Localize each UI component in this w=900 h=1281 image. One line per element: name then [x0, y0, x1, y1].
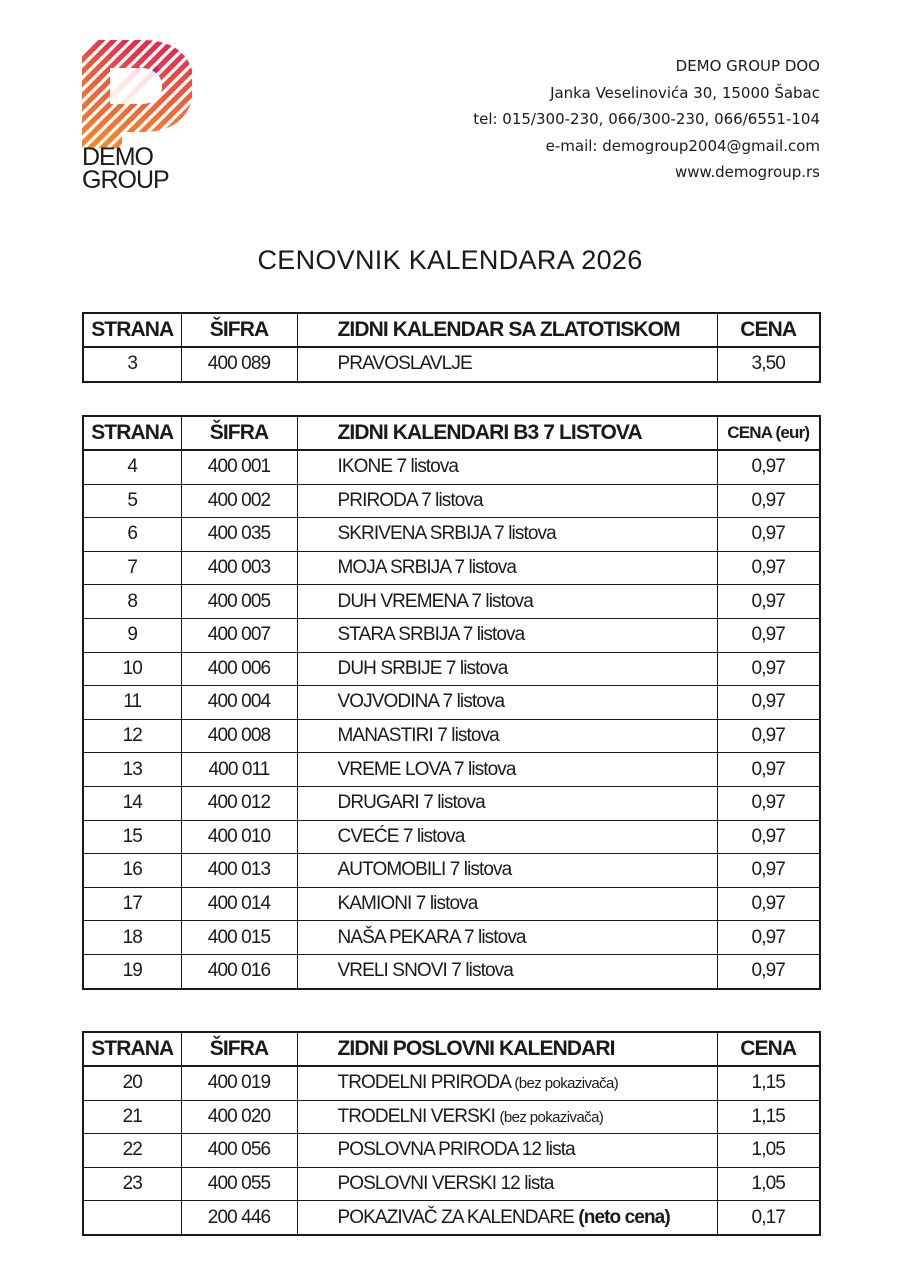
cell-naziv — [297, 1167, 717, 1201]
cell-cena: 0,97 — [717, 954, 820, 988]
item-name: DUH VREMENA 7 listova — [337, 590, 533, 612]
item-name: POSLOVNA PRIRODA 12 lista — [337, 1139, 575, 1161]
header-naziv: ZIDNI KALENDARI B3 7 LISTOVA — [297, 416, 717, 450]
cell-strana — [83, 1201, 181, 1235]
cell-cena: 0,97 — [717, 753, 820, 787]
company-address: Janka Veselinovića 30, 15000 Šabac — [550, 83, 820, 102]
price-table-b3 — [82, 415, 821, 990]
header-sifra: ŠIFRA — [181, 313, 297, 347]
price-table-zlatotisak — [82, 312, 821, 383]
cell-cena: 0,97 — [717, 719, 820, 753]
cell-strana: 15 — [83, 820, 181, 854]
header-sifra: ŠIFRA — [181, 1032, 297, 1066]
cell-strana: 8 — [83, 585, 181, 619]
item-name: KAMIONI 7 listova — [337, 893, 478, 915]
cell-strana: 7 — [83, 551, 181, 585]
cell-sifra: 400 005 — [181, 585, 297, 619]
cell-cena: 0,97 — [717, 921, 820, 955]
cell-sifra: 400 035 — [181, 518, 297, 552]
table-row — [83, 954, 820, 988]
logo-wordmark — [82, 143, 169, 194]
header-naziv: ZIDNI KALENDAR SA ZLATOTISKOM — [297, 313, 717, 347]
item-name: MOJA SRBIJA 7 listova — [337, 557, 517, 579]
table-row — [83, 1134, 820, 1168]
cell-sifra: 400 020 — [181, 1100, 297, 1134]
cell-cena: 0,97 — [717, 450, 820, 484]
cell-naziv — [297, 753, 717, 787]
cell-naziv — [297, 1201, 717, 1235]
item-name: PRIRODA 7 listova — [337, 489, 483, 511]
cell-naziv — [297, 1134, 717, 1168]
item-name: POSLOVNI VERSKI 12 lista — [337, 1173, 554, 1195]
table-row — [83, 1066, 820, 1100]
table-row — [83, 1167, 820, 1201]
logo-word-group: GROUP — [82, 166, 169, 194]
cell-strana: 3 — [83, 347, 181, 382]
cell-cena: 0,97 — [717, 585, 820, 619]
cell-naziv — [297, 585, 717, 619]
table-row — [83, 450, 820, 484]
cell-sifra: 400 014 — [181, 887, 297, 921]
cell-sifra: 200 446 — [181, 1201, 297, 1235]
table-header-row — [83, 416, 820, 450]
cell-naziv — [297, 652, 717, 686]
table-row — [83, 618, 820, 652]
cell-naziv — [297, 1066, 717, 1100]
cell-strana: 20 — [83, 1066, 181, 1100]
cell-strana: 19 — [83, 954, 181, 988]
cell-cena: 0,97 — [717, 686, 820, 720]
item-name: TRODELNI PRIRODA — [337, 1072, 510, 1094]
cell-strana: 22 — [83, 1134, 181, 1168]
table-row — [83, 854, 820, 888]
cell-naziv — [297, 618, 717, 652]
table-header-row — [83, 1032, 820, 1066]
demo-group-logo — [80, 40, 205, 200]
company-name: DEMO GROUP DOO — [675, 57, 820, 75]
cell-sifra: 400 011 — [181, 753, 297, 787]
cell-sifra: 400 004 — [181, 686, 297, 720]
table-row — [83, 652, 820, 686]
header-cena: CENA — [717, 1032, 820, 1066]
cell-naziv — [297, 518, 717, 552]
cell-cena: 0,97 — [717, 786, 820, 820]
cell-naziv — [297, 854, 717, 888]
item-name: VRELI SNOVI 7 listova — [337, 960, 513, 982]
table-row — [83, 719, 820, 753]
cell-sifra: 400 019 — [181, 1066, 297, 1100]
table-row — [83, 347, 820, 382]
cell-strana: 13 — [83, 753, 181, 787]
item-name: MANASTIRI 7 listova — [337, 725, 499, 747]
cell-naziv — [297, 686, 717, 720]
cell-sifra: 400 008 — [181, 719, 297, 753]
company-website: www.demogroup.rs — [674, 163, 820, 181]
cell-naziv — [297, 1100, 717, 1134]
item-name: NAŠA PEKARA 7 listova — [337, 926, 526, 948]
header-cena: CENA — [717, 313, 820, 347]
cell-naziv: PRAVOSLAVLJE — [297, 347, 717, 382]
cell-sifra: 400 007 — [181, 618, 297, 652]
item-note: (bez pokazivača) — [514, 1075, 619, 1093]
cell-naziv — [297, 719, 717, 753]
company-phone: tel: 015/300-230, 066/300-230, 066/6551-104 — [473, 110, 820, 128]
page-title: CENOVNIK KALENDARA 2026 — [257, 245, 643, 275]
cell-strana: 4 — [83, 450, 181, 484]
item-name: VREME LOVA 7 listova — [337, 758, 516, 780]
cell-strana: 5 — [83, 484, 181, 518]
item-name: STARA SRBIJA 7 listova — [337, 624, 525, 646]
cell-strana: 12 — [83, 719, 181, 753]
table-row — [83, 551, 820, 585]
price-table-poslovni — [82, 1031, 821, 1236]
table-header-row — [83, 313, 820, 347]
cell-cena: 0,97 — [717, 518, 820, 552]
cell-strana: 11 — [83, 686, 181, 720]
cell-cena: 0,97 — [717, 551, 820, 585]
cell-sifra: 400 056 — [181, 1134, 297, 1168]
cell-sifra: 400 002 — [181, 484, 297, 518]
cell-strana: 23 — [83, 1167, 181, 1201]
cell-naziv — [297, 450, 717, 484]
cell-sifra: 400 012 — [181, 786, 297, 820]
cell-strana: 9 — [83, 618, 181, 652]
header-sifra: ŠIFRA — [181, 416, 297, 450]
company-info — [473, 53, 820, 186]
cell-strana: 17 — [83, 887, 181, 921]
header-strana: STRANA — [83, 1032, 181, 1066]
table-row — [83, 585, 820, 619]
item-name: IKONE 7 listova — [337, 456, 459, 478]
cell-cena: 1,05 — [717, 1134, 820, 1168]
cell-naziv — [297, 484, 717, 518]
cell-strana: 21 — [83, 1100, 181, 1134]
cell-naziv — [297, 786, 717, 820]
cell-cena: 0,97 — [717, 484, 820, 518]
table-row — [83, 1100, 820, 1134]
cell-strana: 6 — [83, 518, 181, 552]
header-naziv: ZIDNI POSLOVNI KALENDARI — [297, 1032, 717, 1066]
cell-cena: 1,15 — [717, 1066, 820, 1100]
cell-strana: 14 — [83, 786, 181, 820]
company-email: e-mail: demogroup2004@gmail.com — [545, 136, 820, 155]
item-name: DUH SRBIJE 7 listova — [337, 657, 508, 679]
header-strana: STRANA — [83, 313, 181, 347]
table-row — [83, 484, 820, 518]
table-row — [83, 820, 820, 854]
table-row — [83, 921, 820, 955]
cell-naziv — [297, 820, 717, 854]
cell-cena: 1,05 — [717, 1167, 820, 1201]
cell-cena: 0,97 — [717, 887, 820, 921]
logo-mark-icon — [82, 40, 192, 148]
item-name: POKAZIVAČ ZA KALENDARE — [337, 1206, 574, 1228]
cell-naziv — [297, 551, 717, 585]
item-name: VOJVODINA 7 listova — [337, 691, 505, 713]
item-note: (bez pokazivača) — [499, 1108, 604, 1126]
cell-cena: 0,97 — [717, 854, 820, 888]
table-row — [83, 518, 820, 552]
cell-cena: 1,15 — [717, 1100, 820, 1134]
cell-sifra: 400 003 — [181, 551, 297, 585]
cell-sifra: 400 015 — [181, 921, 297, 955]
table-row — [83, 786, 820, 820]
cell-cena: 0,97 — [717, 820, 820, 854]
item-name: TRODELNI VERSKI — [337, 1105, 496, 1127]
table-row — [83, 887, 820, 921]
cell-strana: 10 — [83, 652, 181, 686]
cell-cena: 0,97 — [717, 618, 820, 652]
cell-sifra: 400 016 — [181, 954, 297, 988]
table-row — [83, 753, 820, 787]
cell-sifra: 400 010 — [181, 820, 297, 854]
header-strana: STRANA — [83, 416, 181, 450]
item-name: DRUGARI 7 listova — [337, 792, 485, 814]
cell-sifra: 400 013 — [181, 854, 297, 888]
cell-strana: 18 — [83, 921, 181, 955]
cell-cena: 0,97 — [717, 652, 820, 686]
cell-cena: 0,17 — [717, 1201, 820, 1235]
item-name: SKRIVENA SRBIJA 7 listova — [337, 523, 556, 545]
cell-naziv — [297, 887, 717, 921]
cell-naziv — [297, 954, 717, 988]
table-row — [83, 686, 820, 720]
cell-sifra: 400 055 — [181, 1167, 297, 1201]
cell-sifra: 400 089 — [181, 347, 297, 382]
cell-naziv — [297, 921, 717, 955]
logo-word-demo: DEMO — [82, 143, 153, 171]
item-name: CVEĆE 7 listova — [337, 825, 465, 847]
item-bold-note: (neto cena) — [578, 1206, 670, 1228]
item-name: AUTOMOBILI 7 listova — [337, 859, 512, 881]
cell-sifra: 400 006 — [181, 652, 297, 686]
table-row — [83, 1201, 820, 1235]
cell-cena: 3,50 — [717, 347, 820, 382]
cell-strana: 16 — [83, 854, 181, 888]
cell-sifra: 400 001 — [181, 450, 297, 484]
header-cena: CENA (eur) — [717, 416, 820, 450]
